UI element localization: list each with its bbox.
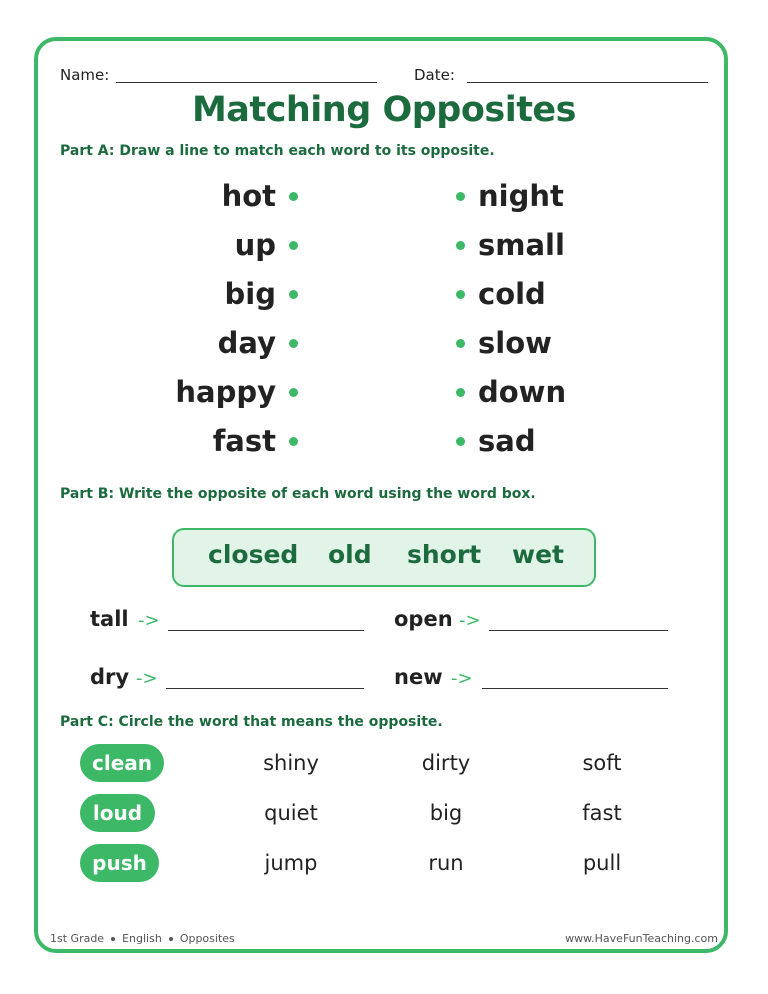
left-match-dot[interactable]: [289, 290, 298, 299]
right-word: small: [478, 228, 565, 262]
right-match-dot[interactable]: [456, 290, 465, 299]
right-word: sad: [478, 424, 536, 458]
choice-word[interactable]: pull: [582, 851, 622, 875]
arrow-icon: ->: [136, 668, 158, 689]
part-b-instruction: Part B: Write the opposite of each word using the word box.: [60, 486, 536, 502]
choice-word[interactable]: dirty: [421, 751, 471, 775]
page-title: Matching Opposites: [191, 90, 577, 130]
footer-tag: English: [122, 932, 162, 945]
prompt-word: new: [394, 665, 443, 689]
prompt-word: open: [394, 607, 453, 631]
right-word: cold: [478, 277, 546, 311]
answer-line[interactable]: [168, 630, 364, 631]
right-word: night: [478, 179, 564, 213]
footer-tag: 1st Grade: [50, 932, 105, 945]
choice-word[interactable]: shiny: [263, 751, 319, 775]
right-match-dot[interactable]: [456, 192, 465, 201]
footer-tags: [50, 932, 235, 945]
arrow-icon: ->: [459, 610, 481, 631]
left-word: hot: [221, 179, 276, 213]
left-match-dot[interactable]: [289, 437, 298, 446]
choice-word[interactable]: jump: [264, 851, 318, 875]
word-box-item: old: [328, 540, 372, 569]
right-match-dot[interactable]: [456, 388, 465, 397]
choice-word[interactable]: run: [428, 851, 464, 875]
target-word-pill: loud: [80, 794, 155, 832]
choice-word[interactable]: big: [429, 801, 463, 825]
word-box-item: short: [407, 540, 482, 569]
word-box: [172, 528, 596, 587]
left-match-dot[interactable]: [289, 241, 298, 250]
left-word: happy: [175, 375, 276, 409]
left-word: fast: [212, 424, 276, 458]
left-word: day: [217, 326, 276, 360]
prompt-word: dry: [90, 665, 130, 689]
target-word-pill: push: [80, 844, 159, 882]
answer-line[interactable]: [482, 688, 668, 689]
bullet-icon: [169, 937, 173, 941]
right-word: slow: [478, 326, 552, 360]
prompt-word: tall: [90, 607, 129, 631]
right-match-dot[interactable]: [456, 241, 465, 250]
left-match-dot[interactable]: [289, 192, 298, 201]
choice-word[interactable]: quiet: [264, 801, 318, 825]
left-match-dot[interactable]: [289, 339, 298, 348]
part-a-instruction: Part A: Draw a line to match each word to its opposite.: [60, 143, 495, 159]
arrow-icon: ->: [451, 668, 473, 689]
name-line[interactable]: [116, 82, 377, 83]
choice-word[interactable]: fast: [582, 801, 622, 825]
word-box-item: closed: [208, 540, 299, 569]
date-label: Date:: [414, 66, 455, 84]
target-word-pill: clean: [80, 744, 164, 782]
right-match-dot[interactable]: [456, 437, 465, 446]
right-match-dot[interactable]: [456, 339, 465, 348]
left-word: big: [224, 277, 276, 311]
bullet-icon: [111, 937, 115, 941]
word-box-item: wet: [512, 540, 565, 569]
date-line[interactable]: [467, 82, 708, 83]
answer-line[interactable]: [166, 688, 364, 689]
name-label: Name:: [60, 66, 110, 84]
footer-tag: Opposites: [179, 932, 235, 945]
choice-word[interactable]: soft: [582, 751, 622, 775]
arrow-icon: ->: [138, 610, 160, 631]
answer-line[interactable]: [489, 630, 668, 631]
footer-site-link[interactable]: www.HaveFunTeaching.com: [565, 932, 718, 945]
right-word: down: [478, 375, 567, 409]
left-word: up: [234, 228, 276, 262]
part-c-instruction: Part C: Circle the word that means the opposite.: [60, 714, 443, 730]
left-match-dot[interactable]: [289, 388, 298, 397]
